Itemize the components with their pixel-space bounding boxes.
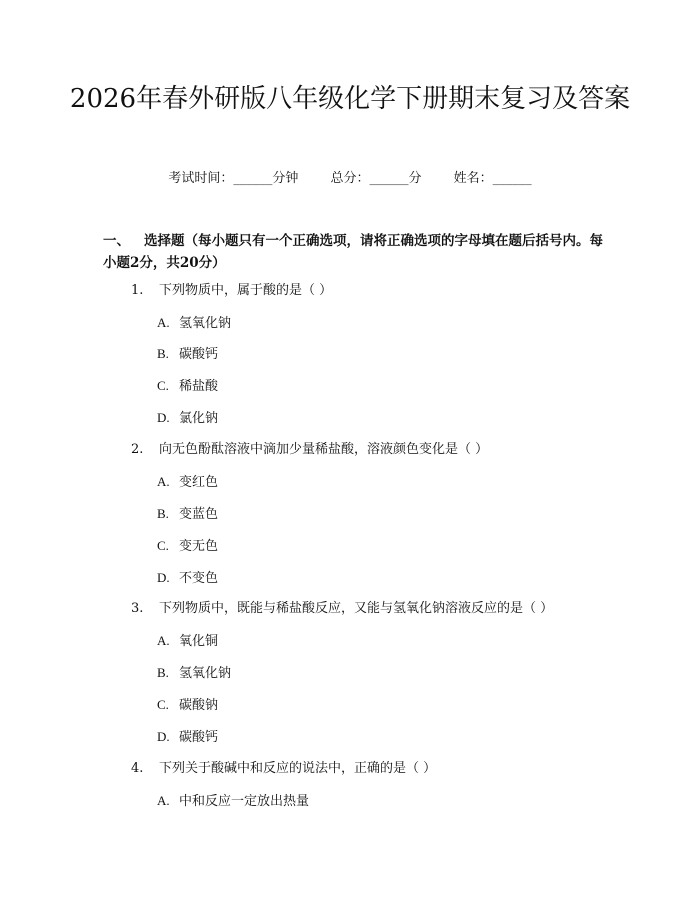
question-text: 下列物质中，属于酸的是（ ） (159, 283, 333, 298)
option-letter: B. (157, 506, 169, 521)
question-2-option-b (157, 505, 218, 524)
option-letter: A. (157, 633, 170, 648)
question-3 (131, 600, 553, 618)
total-score-field: 总分：______分 (330, 171, 422, 186)
option-letter: A. (157, 793, 170, 808)
option-text: 变无色 (179, 539, 219, 554)
document-title: 2026年春外研版八年级化学下册期末复习及答案 (69, 84, 631, 114)
question-text: 向无色酚酞溶液中滴加少量稀盐酸，溶液颜色变化是（ ） (159, 442, 489, 457)
option-letter: D. (157, 570, 170, 585)
student-name-field: 姓名：______ (453, 171, 532, 186)
option-text: 碳酸钠 (179, 698, 219, 713)
option-text: 氯化钠 (179, 411, 219, 426)
question-3-option-c (157, 696, 218, 715)
question-1-option-d (157, 409, 218, 428)
question-number: 4. (131, 761, 144, 776)
question-2-option-c (157, 537, 218, 556)
exam-time-field: 考试时间：______分钟 (168, 171, 299, 186)
question-number: 3. (131, 601, 144, 616)
exam-meta (0, 170, 700, 188)
option-text: 稀盐酸 (179, 379, 219, 394)
question-text: 下列物质中，既能与稀盐酸反应，又能与氢氧化钠溶液反应的是（ ） (159, 601, 554, 616)
question-1-option-c (157, 377, 218, 396)
option-text: 变蓝色 (179, 507, 219, 522)
option-text: 不变色 (179, 571, 219, 586)
question-number: 1. (131, 283, 144, 298)
option-text: 氧化铜 (179, 634, 219, 649)
option-letter: D. (157, 729, 170, 744)
option-text: 氢氧化钠 (179, 316, 232, 331)
option-text: 氢氧化钠 (179, 666, 232, 681)
option-text: 中和反应一定放出热量 (179, 794, 310, 809)
option-letter: B. (157, 665, 169, 680)
section-heading (103, 230, 603, 274)
option-letter: C. (157, 697, 169, 712)
question-1 (131, 282, 332, 300)
question-1-option-b (157, 345, 218, 364)
option-text: 变红色 (179, 475, 219, 490)
question-4 (131, 760, 436, 778)
question-text: 下列关于酸碱中和反应的说法中，正确的是（ ） (159, 761, 437, 776)
section-number: 一、 (103, 233, 130, 249)
option-text: 碳酸钙 (179, 730, 219, 745)
option-letter: A. (157, 474, 170, 489)
question-number: 2. (131, 442, 144, 457)
question-2-option-d (157, 569, 218, 588)
question-2-option-a (157, 473, 218, 492)
question-3-option-d (157, 728, 218, 747)
option-letter: C. (157, 378, 169, 393)
option-letter: C. (157, 538, 169, 553)
question-3-option-b (157, 664, 231, 683)
option-letter: B. (157, 346, 169, 361)
question-2 (131, 441, 488, 459)
option-letter: D. (157, 410, 170, 425)
option-letter: A. (157, 315, 170, 330)
question-3-option-a (157, 632, 218, 651)
option-text: 碳酸钙 (179, 347, 219, 362)
question-4-option-a (157, 792, 309, 811)
section-heading-text: 选择题（每小题只有一个正确选项，请将正确选项的字母填在题后括号内。每小题2分，共20分） (103, 233, 603, 271)
question-1-option-a (157, 314, 231, 333)
